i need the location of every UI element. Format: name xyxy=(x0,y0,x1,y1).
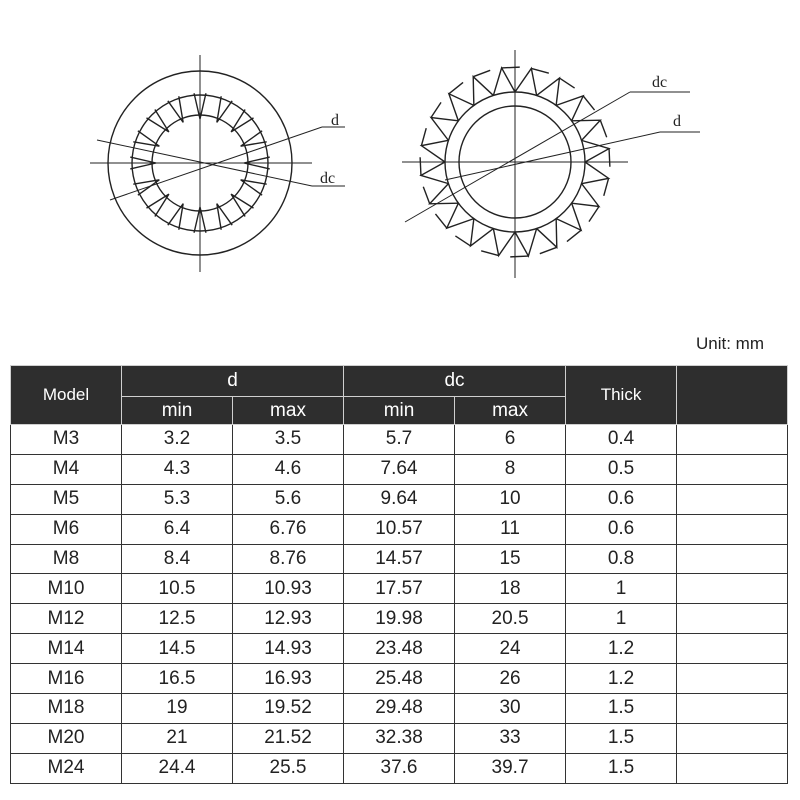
cell-dc-min: 37.6 xyxy=(344,753,455,783)
header-d-max: max xyxy=(233,397,344,425)
tooth-rim xyxy=(559,78,574,88)
cell-model: M18 xyxy=(11,694,122,724)
tooth xyxy=(515,68,537,95)
cell-d-min: 14.5 xyxy=(122,634,233,664)
cell-dc-max: 33 xyxy=(455,723,566,753)
tooth xyxy=(146,109,168,131)
tooth xyxy=(537,78,560,105)
cell-model: M12 xyxy=(11,604,122,634)
cell-dc-min: 25.48 xyxy=(344,664,455,694)
cell-blank xyxy=(677,604,788,634)
cell-dc-min: 5.7 xyxy=(344,425,455,455)
cell-d-max: 25.5 xyxy=(233,753,344,783)
cell-dc-min: 17.57 xyxy=(344,574,455,604)
cell-thick: 1.5 xyxy=(566,753,677,783)
cell-thick: 1.2 xyxy=(566,664,677,694)
tooth-rim xyxy=(567,230,581,241)
cell-d-min: 10.5 xyxy=(122,574,233,604)
tooth xyxy=(231,109,253,131)
left-d-label: d xyxy=(331,112,339,129)
tooth xyxy=(582,140,609,162)
cell-d-min: 12.5 xyxy=(122,604,233,634)
tooth-rim xyxy=(435,214,446,228)
cell-dc-max: 26 xyxy=(455,664,566,694)
right-dc-label: dc xyxy=(652,74,668,91)
table-row xyxy=(11,604,788,634)
cell-dc-min: 9.64 xyxy=(344,484,455,514)
cell-d-min: 8.4 xyxy=(122,544,233,574)
header-thick: Thick xyxy=(566,366,677,425)
table-row xyxy=(11,753,788,783)
cell-thick: 1.5 xyxy=(566,694,677,724)
tooth xyxy=(572,184,599,207)
cell-dc-max: 30 xyxy=(455,694,566,724)
tooth xyxy=(471,219,494,246)
cell-blank xyxy=(677,753,788,783)
table-row xyxy=(11,484,788,514)
cell-blank xyxy=(677,694,788,724)
tooth xyxy=(537,219,557,248)
cell-dc-max: 24 xyxy=(455,634,566,664)
cell-d-min: 5.3 xyxy=(122,484,233,514)
tooth-rim xyxy=(421,128,426,146)
cell-thick: 1 xyxy=(566,604,677,634)
tooth xyxy=(146,194,168,216)
cell-dc-min: 7.64 xyxy=(344,454,455,484)
table-row xyxy=(11,514,788,544)
cell-dc-min: 10.57 xyxy=(344,514,455,544)
cell-d-max: 4.6 xyxy=(233,454,344,484)
cell-blank xyxy=(677,484,788,514)
cell-d-max: 10.93 xyxy=(233,574,344,604)
cell-d-max: 8.76 xyxy=(233,544,344,574)
left-dc-label: dc xyxy=(320,170,336,187)
cell-blank xyxy=(677,634,788,664)
tooth-rim xyxy=(481,251,499,256)
cell-blank xyxy=(677,514,788,544)
cell-dc-min: 32.38 xyxy=(344,723,455,753)
cell-thick: 1.2 xyxy=(566,634,677,664)
table-body xyxy=(11,425,788,784)
internal-tooth-washer-drawing xyxy=(90,55,345,272)
cell-d-max: 6.76 xyxy=(233,514,344,544)
right-d-label: d xyxy=(673,113,681,130)
cell-model: M14 xyxy=(11,634,122,664)
tooth-rim xyxy=(600,120,606,137)
cell-dc-max: 10 xyxy=(455,484,566,514)
cell-model: M6 xyxy=(11,514,122,544)
cell-dc-max: 11 xyxy=(455,514,566,544)
header-d-min: min xyxy=(122,397,233,425)
cell-model: M10 xyxy=(11,574,122,604)
cell-d-max: 3.5 xyxy=(233,425,344,455)
cell-dc-min: 14.57 xyxy=(344,544,455,574)
tooth xyxy=(473,77,493,106)
cell-blank xyxy=(677,454,788,484)
tooth-rim xyxy=(502,67,520,68)
tooth-rim xyxy=(420,157,421,175)
tooth xyxy=(493,229,515,256)
unit-label: Unit: mm xyxy=(696,334,764,353)
cell-model: M24 xyxy=(11,753,122,783)
cell-model: M5 xyxy=(11,484,122,514)
cell-d-min: 16.5 xyxy=(122,664,233,694)
tooth xyxy=(431,118,458,141)
cell-dc-max: 15 xyxy=(455,544,566,574)
cell-thick: 0.6 xyxy=(566,484,677,514)
table-row xyxy=(11,454,788,484)
tooth xyxy=(231,194,253,216)
cell-blank xyxy=(677,544,788,574)
tooth-rim xyxy=(431,102,441,117)
table-row xyxy=(11,634,788,664)
cell-model: M20 xyxy=(11,723,122,753)
cell-d-min: 6.4 xyxy=(122,514,233,544)
tooth-rim xyxy=(531,68,549,73)
cell-model: M4 xyxy=(11,454,122,484)
cell-dc-min: 29.48 xyxy=(344,694,455,724)
cell-d-min: 3.2 xyxy=(122,425,233,455)
tooth-rim xyxy=(473,70,490,76)
cell-blank xyxy=(677,664,788,694)
cell-dc-max: 20.5 xyxy=(455,604,566,634)
header-d: d xyxy=(122,366,344,397)
header-model: Model xyxy=(11,366,122,425)
cell-d-max: 5.6 xyxy=(233,484,344,514)
table-row xyxy=(11,544,788,574)
washer-spec-table xyxy=(10,365,788,784)
header-row-top xyxy=(11,366,788,397)
tooth-rim xyxy=(510,256,528,257)
tooth xyxy=(421,140,448,162)
tooth-rim xyxy=(455,236,470,246)
tooth xyxy=(421,162,448,184)
header-dc-min: min xyxy=(344,397,455,425)
tooth-rim xyxy=(589,206,599,221)
cell-d-min: 19 xyxy=(122,694,233,724)
cell-dc-max: 6 xyxy=(455,425,566,455)
tooth-rim xyxy=(609,149,610,167)
tooth xyxy=(493,68,515,95)
table-row xyxy=(11,723,788,753)
cell-model: M3 xyxy=(11,425,122,455)
cell-thick: 1.5 xyxy=(566,723,677,753)
cell-thick: 0.6 xyxy=(566,514,677,544)
tooth xyxy=(582,162,609,184)
tooth-rim xyxy=(423,187,429,204)
table-row xyxy=(11,664,788,694)
cell-dc-min: 19.98 xyxy=(344,604,455,634)
header-dc-max: max xyxy=(455,397,566,425)
table-row xyxy=(11,574,788,604)
washer-diagrams xyxy=(0,0,800,330)
cell-thick: 0.8 xyxy=(566,544,677,574)
cell-dc-max: 8 xyxy=(455,454,566,484)
cell-thick: 0.5 xyxy=(566,454,677,484)
cell-blank xyxy=(677,574,788,604)
cell-d-max: 19.52 xyxy=(233,694,344,724)
cell-d-min: 21 xyxy=(122,723,233,753)
tooth-rim xyxy=(449,82,463,93)
cell-d-max: 12.93 xyxy=(233,604,344,634)
cell-thick: 0.4 xyxy=(566,425,677,455)
d-leader-line xyxy=(445,132,660,180)
tooth xyxy=(515,229,537,256)
tooth-rim xyxy=(540,247,557,253)
cell-d-max: 16.93 xyxy=(233,664,344,694)
tooth-rim xyxy=(583,96,594,110)
table-row xyxy=(11,425,788,455)
cell-dc-max: 39.7 xyxy=(455,753,566,783)
header-blank xyxy=(677,366,788,425)
cell-dc-max: 18 xyxy=(455,574,566,604)
table-row xyxy=(11,694,788,724)
cell-d-max: 21.52 xyxy=(233,723,344,753)
cell-dc-min: 23.48 xyxy=(344,634,455,664)
cell-d-max: 14.93 xyxy=(233,634,344,664)
cell-blank xyxy=(677,425,788,455)
cell-blank xyxy=(677,723,788,753)
cell-thick: 1 xyxy=(566,574,677,604)
cell-model: M8 xyxy=(11,544,122,574)
header-dc: dc xyxy=(344,366,566,397)
cell-model: M16 xyxy=(11,664,122,694)
tooth-rim xyxy=(604,178,609,196)
cell-d-min: 4.3 xyxy=(122,454,233,484)
cell-d-min: 24.4 xyxy=(122,753,233,783)
